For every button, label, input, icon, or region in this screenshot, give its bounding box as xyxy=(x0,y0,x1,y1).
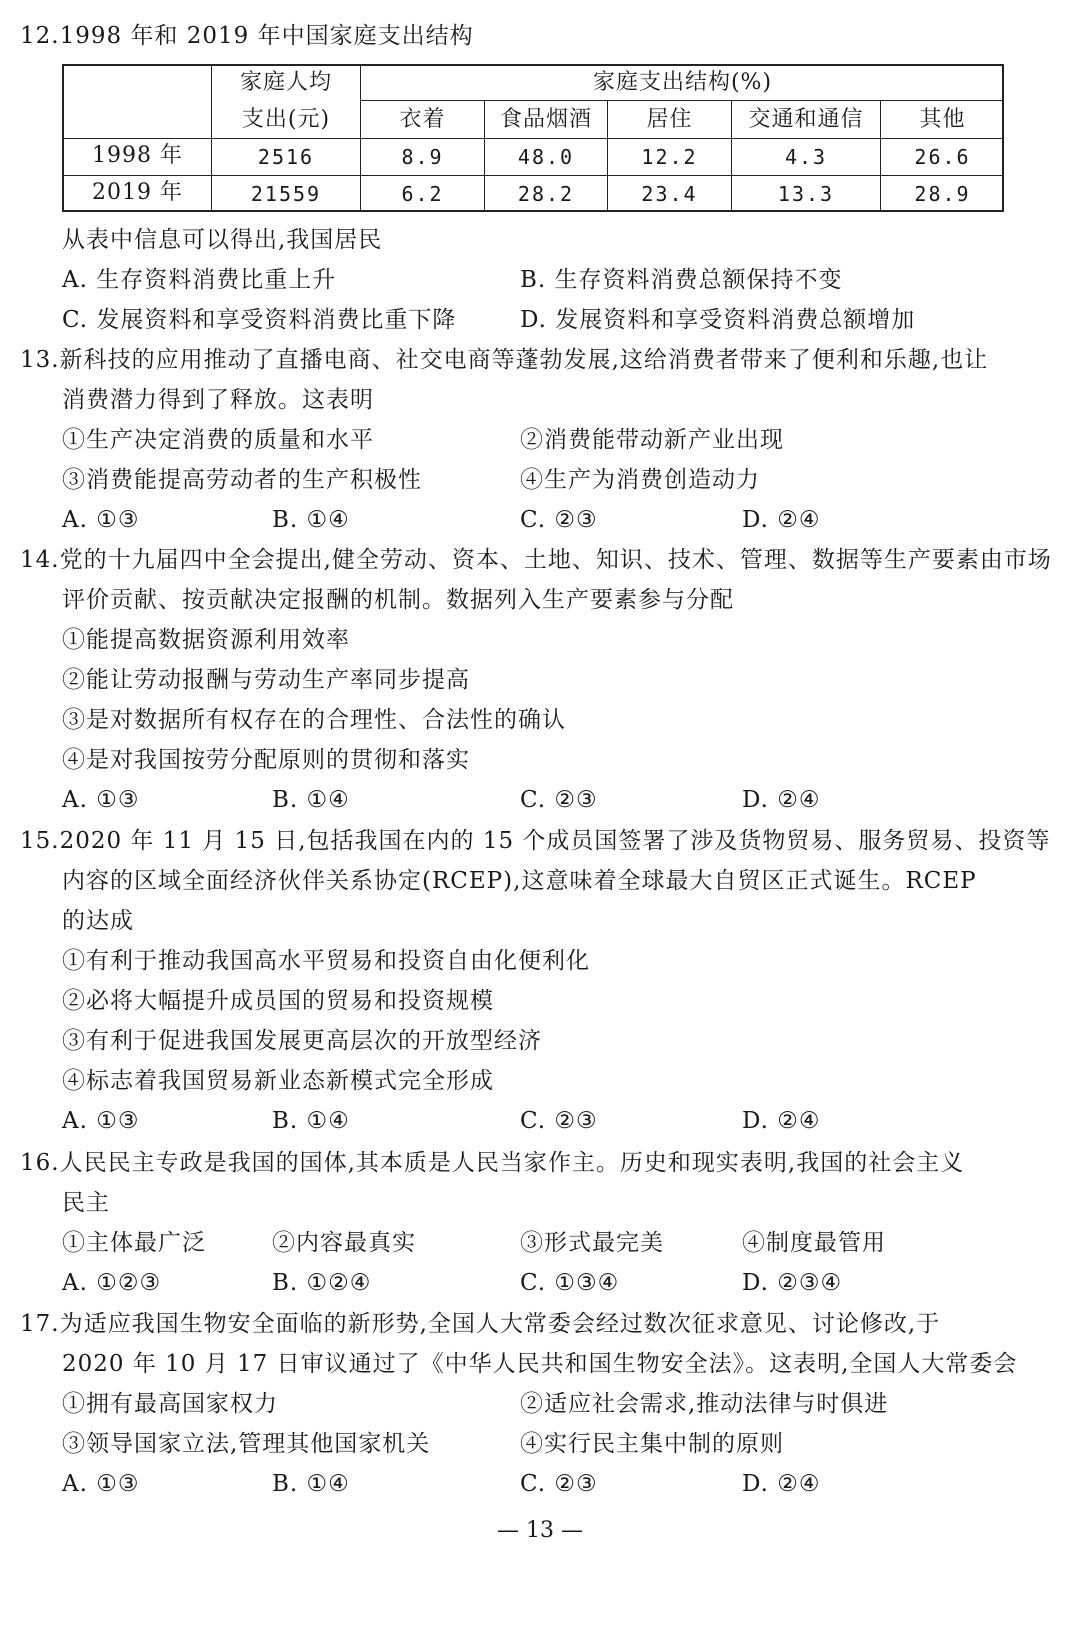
q12-table xyxy=(62,64,1004,212)
q15-option-b: B. ①④ xyxy=(272,1108,350,1134)
q16-item: ②内容最真实 xyxy=(272,1230,416,1256)
row-food: 28.2 xyxy=(517,182,575,206)
header-spend-line1: 家庭人均 xyxy=(239,70,332,95)
row-food: 48.0 xyxy=(517,145,575,169)
q14-item: ④是对我国按劳分配原则的贯彻和落实 xyxy=(62,747,470,773)
q15-item: ②必将大幅提升成员国的贸易和投资规模 xyxy=(62,988,494,1014)
q14-stem-line: 评价贡献、按贡献决定报酬的机制。数据列入生产要素参与分配 xyxy=(62,587,734,613)
q15-item: ③有利于促进我国发展更高层次的开放型经济 xyxy=(62,1028,542,1054)
row-spend: 2516 xyxy=(257,145,315,169)
q12-stem: 从表中信息可以得出,我国居民 xyxy=(62,227,383,253)
q14-option-d: D. ②④ xyxy=(742,787,821,813)
q17-option-c: C. ②③ xyxy=(520,1471,598,1497)
row-clothing: 8.9 xyxy=(401,145,444,169)
q14-option-c: C. ②③ xyxy=(520,787,598,813)
q12-title: 12.1998 年和 2019 年中国家庭支出结构 xyxy=(20,23,474,49)
q16-option-b: B. ①②④ xyxy=(272,1270,372,1296)
q16-item: ④制度最管用 xyxy=(742,1230,886,1256)
q16-item: ③形式最完美 xyxy=(520,1230,664,1256)
q13-stem-line: 13.新科技的应用推动了直播电商、社交电商等蓬勃发展,这给消费者带来了便利和乐趣,也让 xyxy=(20,347,989,373)
q13-option-d: D. ②④ xyxy=(742,507,821,533)
q12-option-a: A. 生存资料消费比重上升 xyxy=(62,267,337,293)
header-other: 其他 xyxy=(919,107,966,132)
row-transport: 4.3 xyxy=(784,145,828,169)
row-year: 1998 年 xyxy=(92,143,183,168)
row-year: 2019 年 xyxy=(92,180,183,205)
q14-stem-line: 14.党的十九届四中全会提出,健全劳动、资本、土地、知识、技术、管理、数据等生产要素由市场 xyxy=(20,547,1052,573)
row-housing: 23.4 xyxy=(641,182,698,206)
header-spend-line2: 支出(元) xyxy=(241,107,331,132)
q14-option-b: B. ①④ xyxy=(272,787,350,813)
q17-option-d: D. ②④ xyxy=(742,1471,821,1497)
header-housing: 居住 xyxy=(646,107,693,132)
row-housing: 12.2 xyxy=(641,145,698,169)
row-other: 28.9 xyxy=(914,182,971,206)
row-transport: 13.3 xyxy=(777,182,835,206)
q17-item: ①拥有最高国家权力 xyxy=(62,1391,278,1417)
q13-item: ①生产决定消费的质量和水平 xyxy=(62,427,374,453)
q13-option-c: C. ②③ xyxy=(520,507,598,533)
q17-item: ②适应社会需求,推动法律与时俱进 xyxy=(520,1391,889,1417)
q16-option-a: A. ①②③ xyxy=(62,1270,162,1296)
header-structure: 家庭支出结构(%) xyxy=(592,70,773,95)
q17-stem-line: 17.为适应我国生物安全面临的新形势,全国人大常委会经过数次征求意见、讨论修改,于 xyxy=(20,1311,941,1337)
q17-item: ③领导国家立法,管理其他国家机关 xyxy=(62,1431,431,1457)
q17-stem-line: 2020 年 10 月 17 日审议通过了《中华人民共和国生物安全法》。这表明,全国人大常委会 xyxy=(62,1351,1018,1377)
q13-item: ②消费能带动新产业出现 xyxy=(520,427,784,453)
q16-option-d: D. ②③④ xyxy=(742,1270,843,1296)
q15-stem-line: 15.2020 年 11 月 15 日,包括我国在内的 15 个成员国签署了涉及货物贸易、服务贸易、投资等 xyxy=(20,828,1051,854)
q12-option-c: C. 发展资料和享受资料消费比重下降 xyxy=(62,307,457,333)
q15-option-c: C. ②③ xyxy=(520,1108,598,1134)
q14-option-a: A. ①③ xyxy=(62,787,140,813)
q16-option-c: C. ①③④ xyxy=(520,1270,620,1296)
q13-item: ③消费能提高劳动者的生产积极性 xyxy=(62,467,422,493)
row-other: 26.6 xyxy=(914,145,971,169)
header-transport: 交通和通信 xyxy=(748,107,864,132)
page-number: — 13 — xyxy=(497,1518,583,1543)
q12-option-d: D. 发展资料和享受资料消费总额增加 xyxy=(520,307,916,333)
q14-item: ②能让劳动报酬与劳动生产率同步提高 xyxy=(62,667,470,693)
q13-stem-line: 消费潜力得到了释放。这表明 xyxy=(62,387,374,413)
q13-option-b: B. ①④ xyxy=(272,507,350,533)
q16-stem-line: 民主 xyxy=(62,1190,110,1216)
q15-option-a: A. ①③ xyxy=(62,1108,140,1134)
q17-option-b: B. ①④ xyxy=(272,1471,350,1497)
q12-option-b: B. 生存资料消费总额保持不变 xyxy=(520,267,843,293)
header-food: 食品烟酒 xyxy=(499,107,592,132)
header-clothing: 衣着 xyxy=(399,107,446,132)
q15-item: ①有利于推动我国高水平贸易和投资自由化便利化 xyxy=(62,948,590,974)
q13-option-a: A. ①③ xyxy=(62,507,140,533)
row-spend: 21559 xyxy=(250,182,322,206)
row-clothing: 6.2 xyxy=(401,182,444,206)
q14-item: ①能提高数据资源利用效率 xyxy=(62,627,350,653)
q15-item: ④标志着我国贸易新业态新模式完全形成 xyxy=(62,1068,494,1094)
q14-item: ③是对数据所有权存在的合理性、合法性的确认 xyxy=(62,707,566,733)
q15-stem-line: 内容的区域全面经济伙伴关系协定(RCEP),这意味着全球最大自贸区正式诞生。RCEP xyxy=(62,868,977,894)
q16-item: ①主体最广泛 xyxy=(62,1230,206,1256)
q15-stem-line: 的达成 xyxy=(62,908,134,934)
q16-stem-line: 16.人民民主专政是我国的国体,其本质是人民当家作主。历史和现实表明,我国的社会主义 xyxy=(20,1150,965,1176)
q15-option-d: D. ②④ xyxy=(742,1108,821,1134)
q13-item: ④生产为消费创造动力 xyxy=(520,467,760,493)
q17-option-a: A. ①③ xyxy=(62,1471,140,1497)
q17-item: ④实行民主集中制的原则 xyxy=(520,1431,784,1457)
